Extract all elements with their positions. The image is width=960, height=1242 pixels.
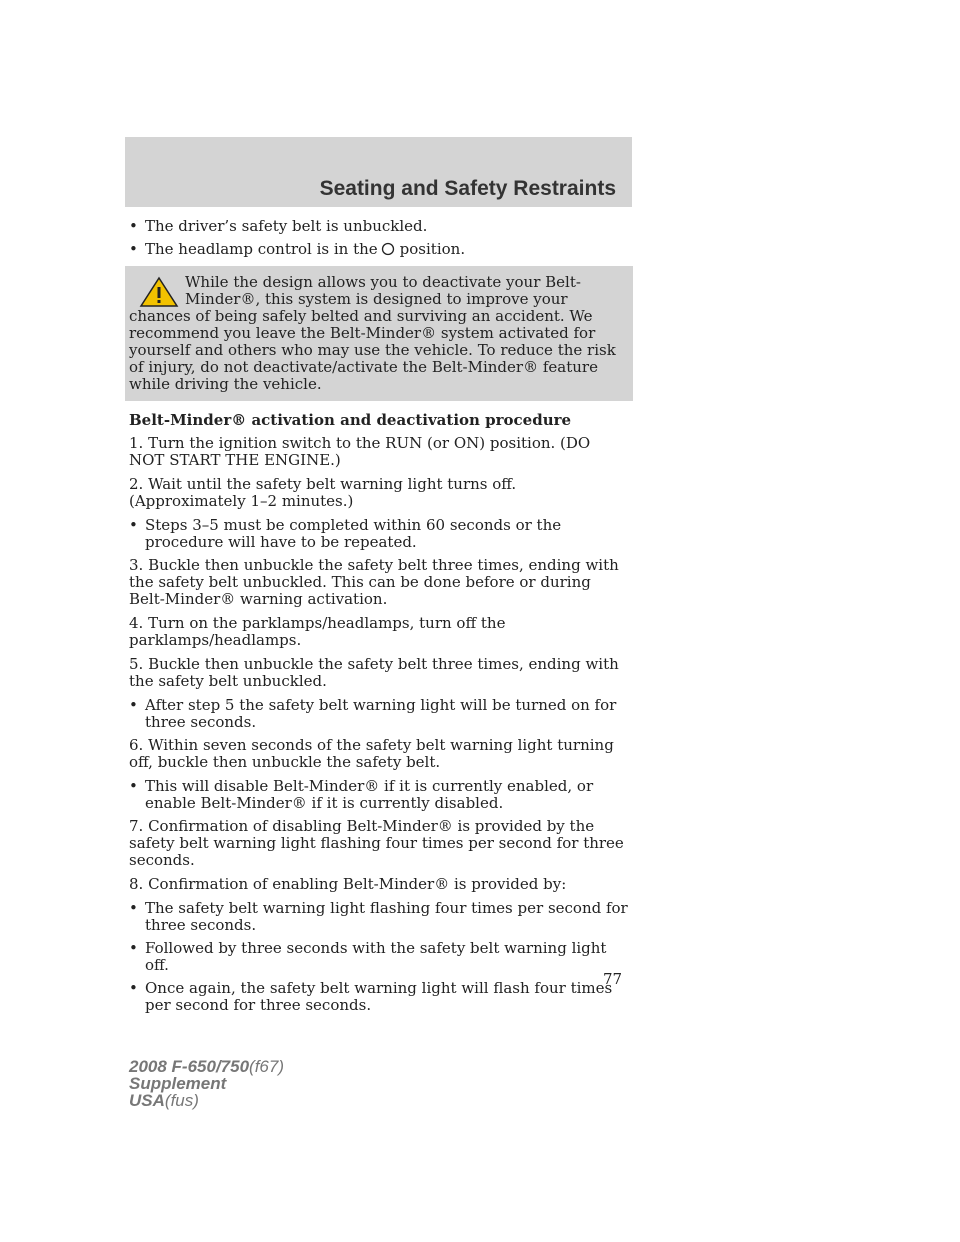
- list-item-text: Followed by three seconds with the safety belt warning light off.: [145, 939, 607, 974]
- document-footer: [129, 1058, 284, 1109]
- step-4: 4. Turn on the parklamps/headlamps, turn off the parklamps/headlamps.: [129, 614, 506, 649]
- list-item-text: This will disable Belt-Minder® if it is currently enabled, or enable Belt-Minder® if it is currently disabled.: [145, 777, 594, 812]
- step-7: 7. Confirmation of disabling Belt-Minder® is provided by the safety belt warning light flashing four times per second for three seconds.: [129, 817, 624, 869]
- list-item: [129, 980, 629, 1014]
- list-item-text: position.: [399, 240, 466, 258]
- list-item: [129, 940, 629, 974]
- bullet-glyph: •: [129, 516, 138, 534]
- list-item-text: Steps 3–5 must be completed within 60 seconds or the procedure will have to be repeated.: [145, 516, 562, 551]
- warning-triangle-icon: [139, 276, 179, 308]
- bullet-glyph: •: [129, 217, 138, 235]
- list-item: [129, 517, 629, 551]
- section-title: Seating and Safety Restraints: [319, 177, 616, 200]
- step-5: 5. Buckle then unbuckle the safety belt three times, ending with the safety belt unbuckled.: [129, 655, 619, 690]
- bullet-glyph: •: [129, 899, 138, 917]
- step-2: 2. Wait until the safety belt warning light turns off. (Approximately 1–2 minutes.): [129, 475, 517, 510]
- list-item: [129, 697, 629, 731]
- footer-doc: Supplement: [129, 1074, 227, 1093]
- bullet-glyph: •: [129, 240, 138, 258]
- footer-region-code: (fus): [164, 1091, 199, 1110]
- list-item: [129, 900, 629, 934]
- page-number: 77: [603, 970, 623, 988]
- section-header: [125, 137, 632, 207]
- footer-region: USA: [129, 1091, 165, 1110]
- bullet-glyph: •: [129, 696, 138, 714]
- procedure-heading: Belt-Minder® activation and deactivation procedure: [129, 411, 572, 429]
- warning-text: While the design allows you to deactivate your Belt-Minder®, this system is designed to improve your chances of being safely belted and surviving an accident. We recommend you leave the Belt-Minder® system activated for yourself and others who may use the vehicle. To reduce the risk of injury, do not deactivate/activate the Belt-Minder® feature while driving the vehicle.: [129, 273, 616, 393]
- list-item: [129, 218, 629, 235]
- list-item-text: After step 5 the safety belt warning light will be turned on for three seconds.: [145, 696, 617, 731]
- footer-model: 2008 F-650/750: [129, 1057, 250, 1076]
- warning-box: [125, 266, 633, 401]
- list-item-text: The driver’s safety belt is unbuckled.: [145, 217, 428, 235]
- step-1: 1. Turn the ignition switch to the RUN (or ON) position. (DO NOT START THE ENGINE.): [129, 434, 591, 469]
- headlamp-off-icon: [381, 242, 395, 260]
- footer-model-code: (f67): [249, 1057, 285, 1076]
- list-item-text: The headlamp control is in the: [145, 240, 378, 258]
- step-8: 8. Confirmation of enabling Belt-Minder® is provided by:: [129, 875, 567, 893]
- step-3: 3. Buckle then unbuckle the safety belt three times, ending with the safety belt unbuckled. This can be done before or during Belt-Minder® warning activation.: [129, 556, 619, 608]
- page-content: [129, 218, 629, 1020]
- list-item: [129, 778, 629, 812]
- bullet-glyph: •: [129, 979, 138, 997]
- list-item-text: The safety belt warning light flashing four times per second for three seconds.: [145, 899, 628, 934]
- bullet-glyph: •: [129, 939, 138, 957]
- list-item: [129, 241, 629, 260]
- list-item-text: Once again, the safety belt warning light will flash four times per second for three seconds.: [145, 979, 613, 1014]
- step-6: 6. Within seven seconds of the safety belt warning light turning off, buckle then unbuckle the safety belt.: [129, 736, 614, 771]
- bullet-glyph: •: [129, 777, 138, 795]
